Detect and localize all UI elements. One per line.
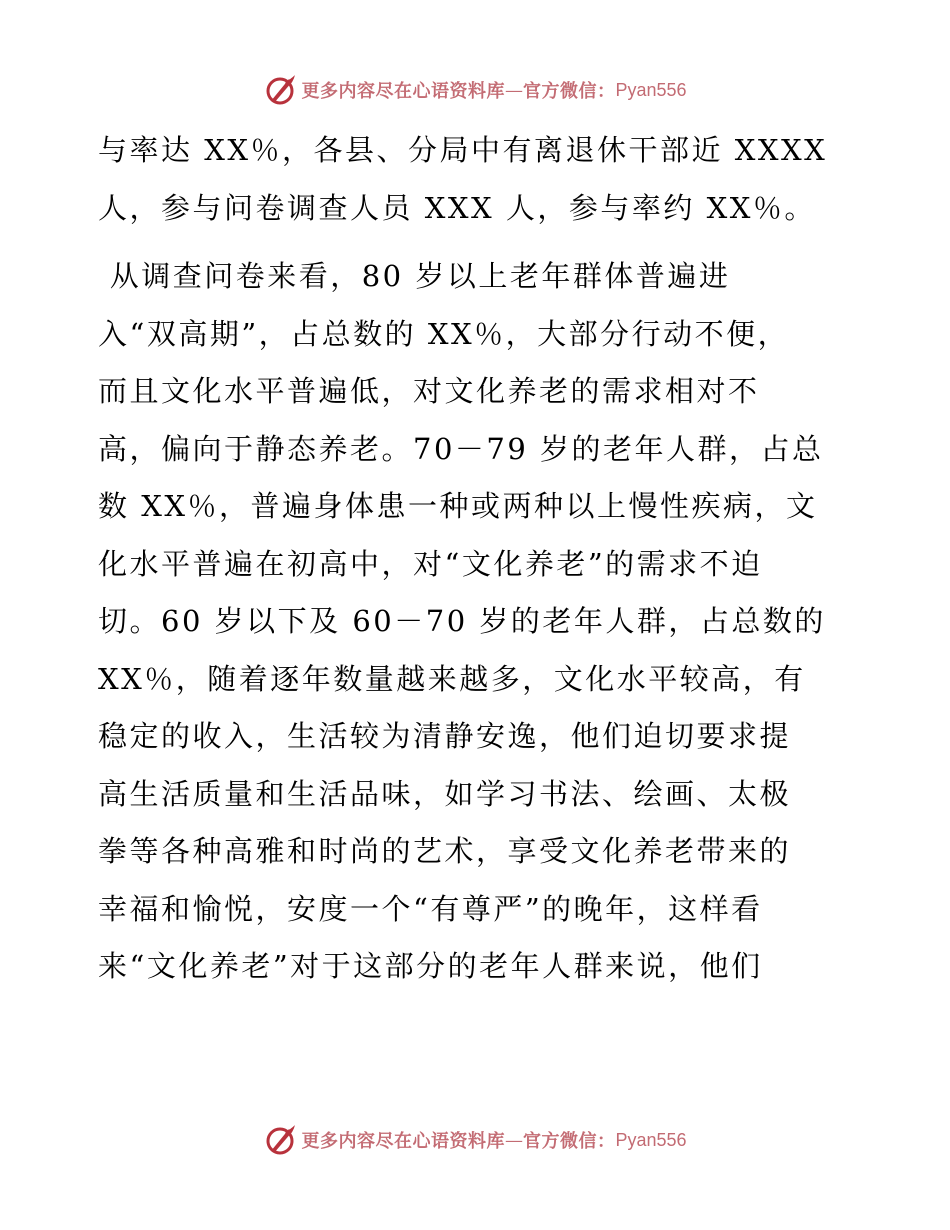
text-line: 幸福和愉悦，安度一个“有尊严”的晚年，这样看 [98,891,763,926]
text-line: 高生活质量和生活品味，如学习书法、绘画、太极 [98,776,792,811]
text-line: 稳定的收入，生活较为清静安逸，他们迫切要求提 [98,719,792,753]
text-line: 人，参与问卷调查人员 XXX 人，参与率约 XX％。 [98,190,816,225]
paragraph-2 [98,248,858,996]
text-line: 从调查问卷来看，80 岁以上老年群体普遍进 [98,259,731,293]
quill-logo-icon [263,1123,297,1157]
header-wechat-id: Pyan556 [615,79,687,100]
text-line: 与率达 XX％，各县、分局中有离退休干部近 XXXX [98,133,828,167]
header-wechat-label: 官方微信： [522,81,616,102]
document-body [98,122,858,996]
text-line: XX％，随着逐年数量越来越多，文化水平较高，有 [98,661,806,696]
header-separator: — [504,79,523,101]
footer-wechat-label: 官方微信： [522,1131,616,1152]
header-site-text: 更多内容尽在心语资料库 [301,81,505,102]
footer-site-text: 更多内容尽在心语资料库 [301,1131,505,1152]
text-line: 化水平普遍在初高中，对“文化养老”的需求不迫 [98,546,763,581]
text-line: 入“双高期”，占总数的 XX％，大部分行动不便， [98,316,790,351]
text-line: 切。60 岁以下及 60－70 岁的老年人群，占总数的 [98,604,826,638]
footer-banner [0,1120,950,1160]
text-line: 拳等各种高雅和时尚的艺术，享受文化养老带来的 [98,834,792,868]
quill-logo-icon [263,73,297,107]
paragraph-1 [98,122,858,237]
header-banner [0,70,950,110]
text-line: 而且文化水平普遍低，对文化养老的需求相对不 [98,374,760,408]
footer-separator: — [504,1129,523,1151]
text-line: 数 XX％，普遍身体患一种或两种以上慢性疾病，文 [98,489,818,523]
text-line: 高，偏向于静态养老。70－79 岁的老年人群，占总 [98,431,824,466]
text-line: 来“文化养老”对于这部分的老年人群来说，他们 [98,949,763,983]
footer-wechat-id: Pyan556 [615,1129,687,1150]
